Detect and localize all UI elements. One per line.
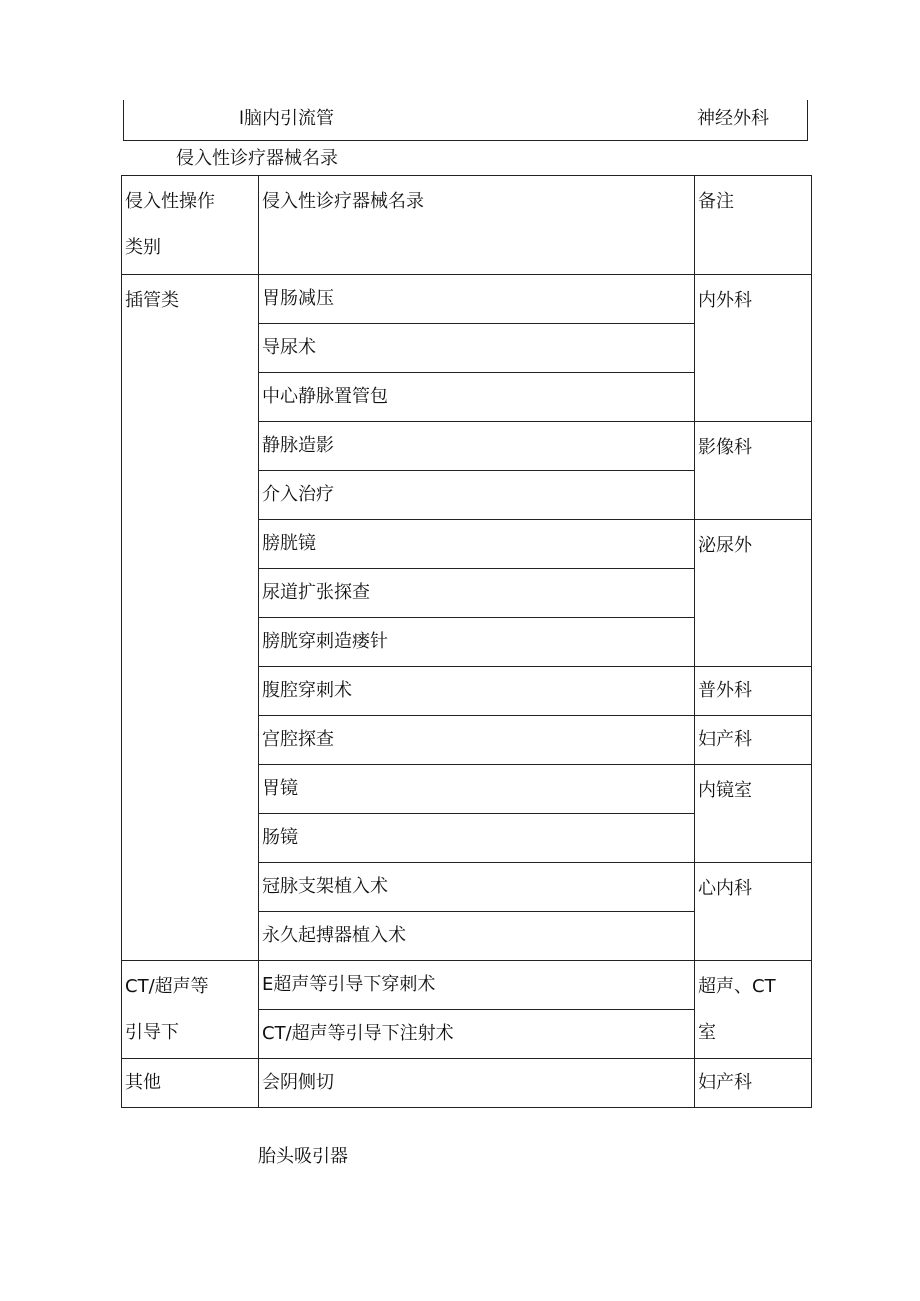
- device-cell: 膀胱镜: [259, 520, 695, 569]
- device-cell: E超声等引导下穿刺术: [259, 961, 695, 1010]
- header-category-line2: 类别: [125, 237, 161, 258]
- note-cell: 内外科: [695, 275, 812, 422]
- note-line2: 室: [698, 1022, 716, 1043]
- device-cell: 永久起搏器植入术: [259, 912, 695, 961]
- category-line2: 引导下: [125, 1022, 179, 1043]
- device-cell: 导尿术: [259, 324, 695, 373]
- table-caption: 侵入性诊疗器械名录: [176, 148, 338, 169]
- device-cell: CT/超声等引导下注射术: [259, 1010, 695, 1059]
- device-cell: 静脉造影: [259, 422, 695, 471]
- device-cell: 尿道扩张探查: [259, 569, 695, 618]
- fragment-item: l脑内引流管: [239, 108, 335, 129]
- note-cell: 内镜室: [695, 765, 812, 863]
- header-category: [122, 176, 259, 275]
- header-devices: 侵入性诊疗器械名录: [259, 176, 695, 275]
- device-cell: 介入治疗: [259, 471, 695, 520]
- device-cell: 胃镜: [259, 765, 695, 814]
- device-cell: 中心静脉置管包: [259, 373, 695, 422]
- header-notes: 备注: [695, 176, 812, 275]
- fragment-note: 神经外科: [697, 108, 769, 129]
- note-cell: 影像科: [695, 422, 812, 520]
- device-cell: 冠脉支架植入术: [259, 863, 695, 912]
- trailing-text: 胎头吸引器: [258, 1146, 348, 1167]
- table-row: [122, 275, 812, 324]
- device-table: [121, 175, 812, 1108]
- category-line1: CT/超声等: [125, 976, 209, 997]
- device-cell: 腹腔穿刺术: [259, 667, 695, 716]
- header-category-line1: 侵入性操作: [125, 191, 215, 212]
- note-cell: 普外科: [695, 667, 812, 716]
- table-header-row: [122, 176, 812, 275]
- category-cell: [122, 961, 259, 1059]
- device-cell: 胃肠减压: [259, 275, 695, 324]
- device-cell: 会阴侧切: [259, 1059, 695, 1108]
- note-cell: 心内科: [695, 863, 812, 961]
- note-cell: 妇产科: [695, 716, 812, 765]
- note-cell: 妇产科: [695, 1059, 812, 1108]
- device-cell: 宫腔探查: [259, 716, 695, 765]
- note-cell: 泌尿外: [695, 520, 812, 667]
- device-cell: 膀胱穿刺造瘘针: [259, 618, 695, 667]
- category-cell: 插管类: [122, 275, 259, 961]
- device-cell: 肠镜: [259, 814, 695, 863]
- table-row: [122, 1059, 812, 1108]
- note-cell: [695, 961, 812, 1059]
- note-line1: 超声、CT: [698, 976, 776, 997]
- category-cell: 其他: [122, 1059, 259, 1108]
- previous-table-fragment: [123, 100, 808, 141]
- table-row: [122, 961, 812, 1010]
